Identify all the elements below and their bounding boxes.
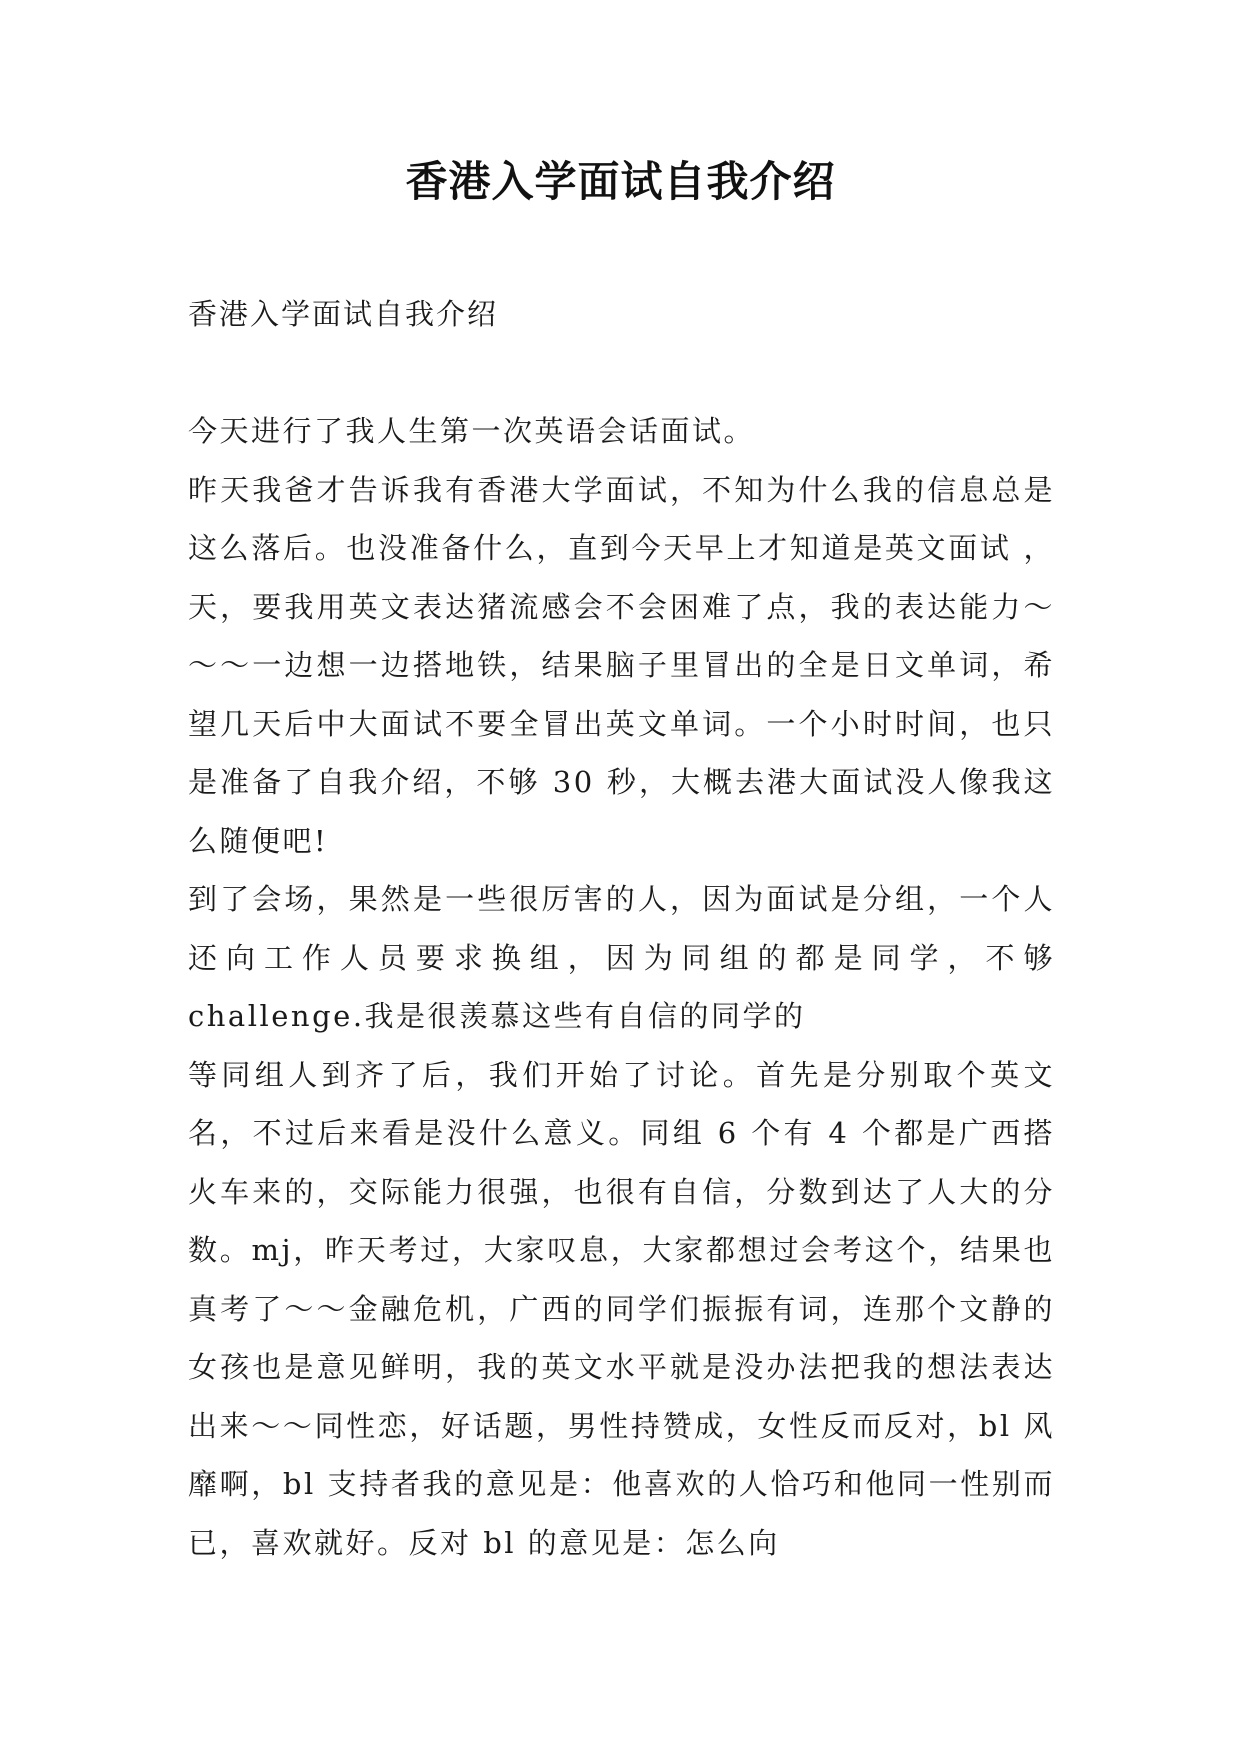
- document-body: [188, 402, 1055, 1572]
- document-subtitle: 香港入学面试自我介绍: [188, 297, 499, 331]
- document-title: 香港入学面试自我介绍: [405, 157, 836, 206]
- body-paragraph: 昨天我爸才告诉我有香港大学面试，不知为什么我的信息总是这么落后。也没准备什么，直到今天早上才知道是英文面试 ，天，要我用英文表达猪流感会不会困难了点，我的表达能力～～～一边想一边搭地铁，结果脑子里冒出的全是日文单词，希望几天后中大面试不要全冒出英文单词。一个小时时间，也只是准备了自我介绍，不够 30 秒，大概去港大面试没人像我这么随便吧!: [188, 472, 1055, 858]
- body-paragraph: 到了会场，果然是一些很厉害的人，因为面试是分组，一个人还向工作人员要求换组，因为同组的都是同学，不够 challenge.我是很羡慕这些有自信的同学的: [188, 882, 1055, 1033]
- body-paragraph: 等同组人到齐了后，我们开始了讨论。首先是分别取个英文名，不过后来看是没什么意义。同组 6 个有 4 个都是广西搭火车来的，交际能力很强，也很有自信，分数到达了人大的分数。mj，昨天考过，大家叹息，大家都想过会考这个，结果也真考了～～金融危机，广西的同学们振振有词，连那个文静的女孩也是意见鲜明，我的英文水平就是没办法把我的想法表达出来～～同性恋，好话题，男性持赞成，女性反而反对，bl 风靡啊，bl 支持者我的意见是：他喜欢的人恰巧和他同一性别而已，喜欢就好。反对 bl 的意见是：怎么向: [188, 1057, 1055, 1560]
- body-paragraph: 今天进行了我人生第一次英语会话面试。: [188, 414, 756, 448]
